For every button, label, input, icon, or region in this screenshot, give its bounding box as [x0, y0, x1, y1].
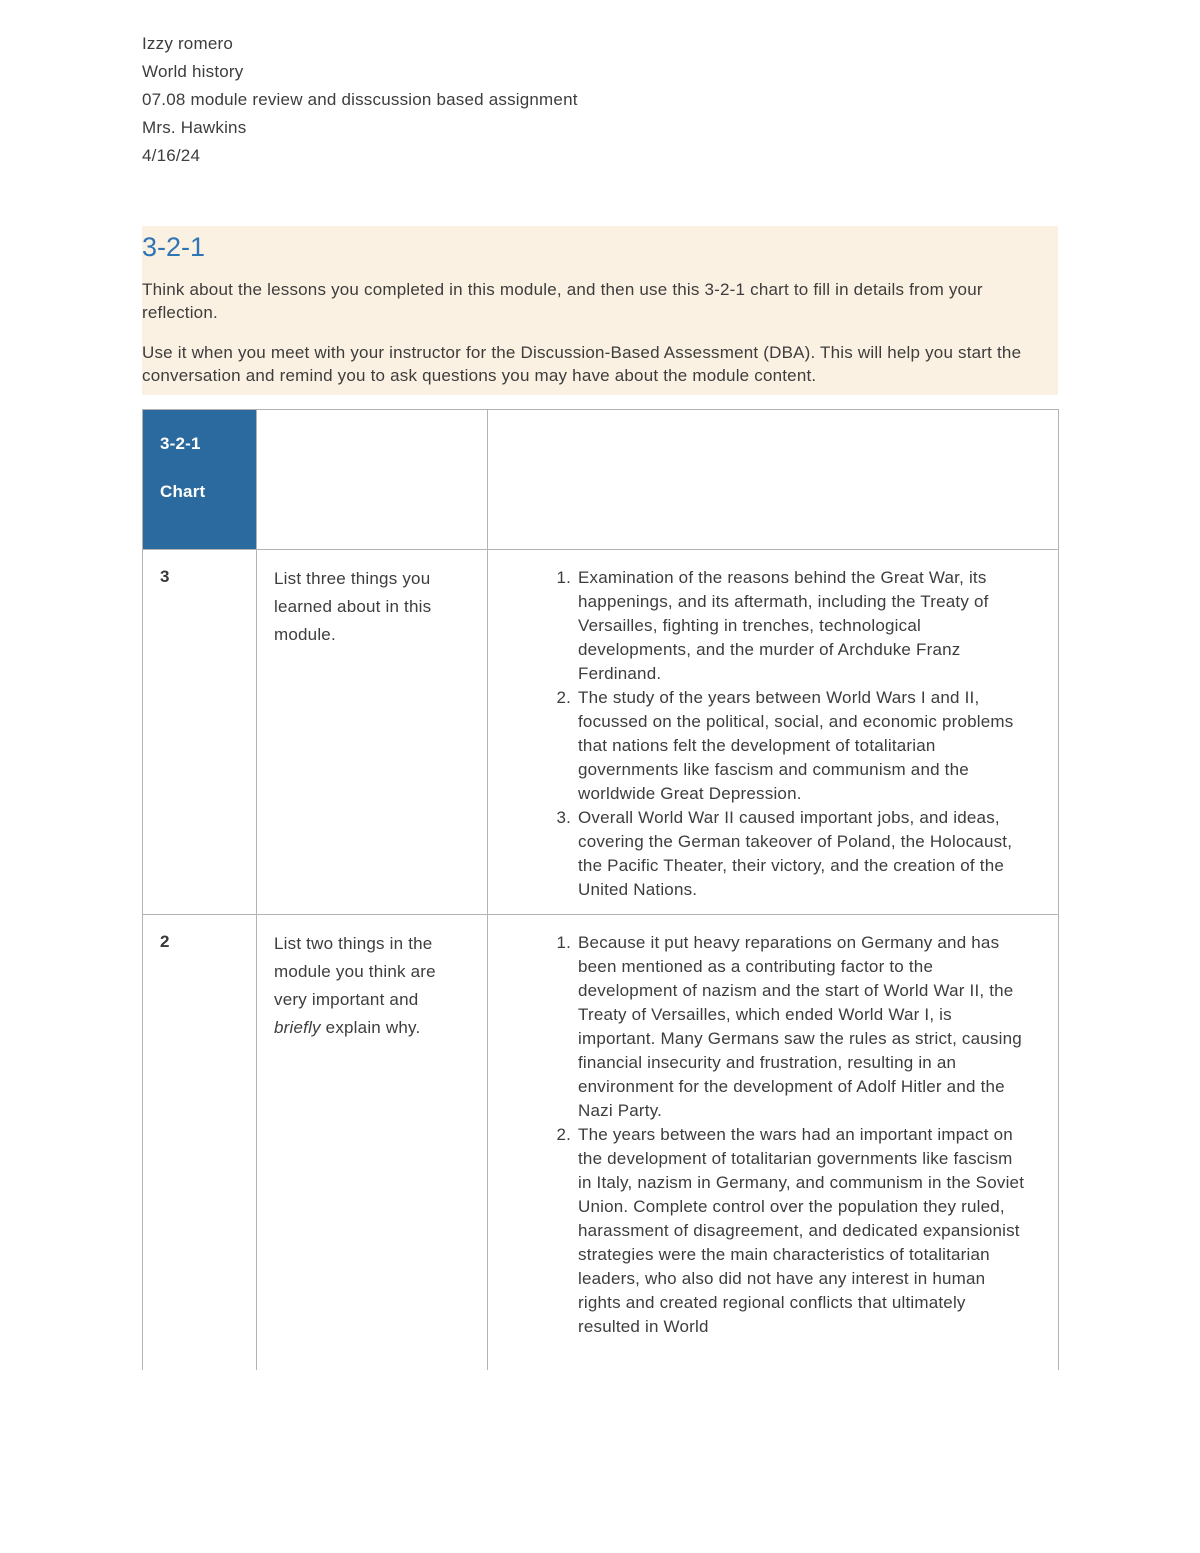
- row-two-answers: [488, 915, 1059, 1370]
- list-item: 1. Examination of the reasons behind the Great War, its happenings, and its aftermath, including the Treaty of Versailles, fighting in trenches, technological developments, and the murder of Archduke Franz Ferdinand.: [576, 566, 1030, 686]
- row-two-answer-list: [488, 931, 1030, 1339]
- table-header-subtitle: Chart: [160, 482, 206, 501]
- row-two-prompt: [257, 915, 488, 1370]
- document-content: [142, 0, 1058, 1370]
- row-two-number: 2: [143, 915, 257, 1370]
- intro-paragraph-2: Use it when you meet with your instructor for the Discussion-Based Assessment (DBA). This will help you start the conversation and remind you to ask questions you may have about the module content.: [142, 343, 1022, 385]
- list-item: 2. The years between the wars had an important impact on the development of totalitarian governments like fascism in Italy, nazism in Germany, and communism in the Soviet Union. Complete control over the population they ruled, harassment of disagreement, and dedicated expansionist strategies were the main characteristics of totalitarian leaders, who also did not have any interest in human rights and created regional conflicts that ultimately resulted in World: [576, 1123, 1030, 1339]
- list-item: 2. The study of the years between World Wars I and II, focussed on the political, social, and economic problems that nations felt the development of totalitarian governments like fascism and communism and the worldwide Great Depression.: [576, 686, 1030, 806]
- table-row-two: [143, 915, 1059, 1370]
- header-teacher: Mrs. Hawkins: [142, 118, 247, 137]
- three-two-one-chart-table: [142, 409, 1059, 1370]
- list-item: 3. Overall World War II caused important jobs, and ideas, covering the German takeover of Poland, the Holocaust, the Pacific Theater, their victory, and the creation of the United Nations.: [576, 806, 1030, 902]
- list-item: 1. Because it put heavy reparations on Germany and has been mentioned as a contributing factor to the development of nazism and the start of World War II, the Treaty of Versailles, which ended World War I, is important. Many Germans saw the rules as strict, causing financial insecurity and frustration, resulting in an environment for the development of Adolf Hitler and the Nazi Party.: [576, 931, 1030, 1123]
- table-header-empty-cell-1: [257, 410, 488, 550]
- row-two-prompt-italic: briefly: [274, 1018, 321, 1037]
- header-course: World history: [142, 62, 244, 81]
- row-three-answers: [488, 550, 1059, 915]
- row-three-prompt: List three things you learned about in this module.: [257, 550, 488, 915]
- table-header-empty-cell-2: [488, 410, 1059, 550]
- table-header-cell: [143, 410, 257, 550]
- intro-section: [142, 226, 1058, 395]
- row-two-prompt-text-end: explain why.: [320, 1018, 421, 1037]
- row-three-answer-list: [488, 566, 1030, 902]
- table-row-three: [143, 550, 1059, 915]
- header-date: 4/16/24: [142, 146, 201, 165]
- table-header-title: 3-2-1: [160, 434, 201, 453]
- header-assignment-title: 07.08 module review and disscussion based assignment: [142, 90, 578, 109]
- table-header-row: [143, 410, 1059, 550]
- header-author: Izzy romero: [142, 34, 233, 53]
- intro-paragraph-1: Think about the lessons you completed in this module, and then use this 3-2-1 chart to fill in details from your reflection.: [142, 280, 983, 322]
- row-two-prompt-text: List two things in the module you think are very important and: [274, 934, 436, 1009]
- section-heading: 3-2-1: [142, 232, 206, 262]
- document-header: [142, 30, 1058, 170]
- row-three-number: 3: [143, 550, 257, 915]
